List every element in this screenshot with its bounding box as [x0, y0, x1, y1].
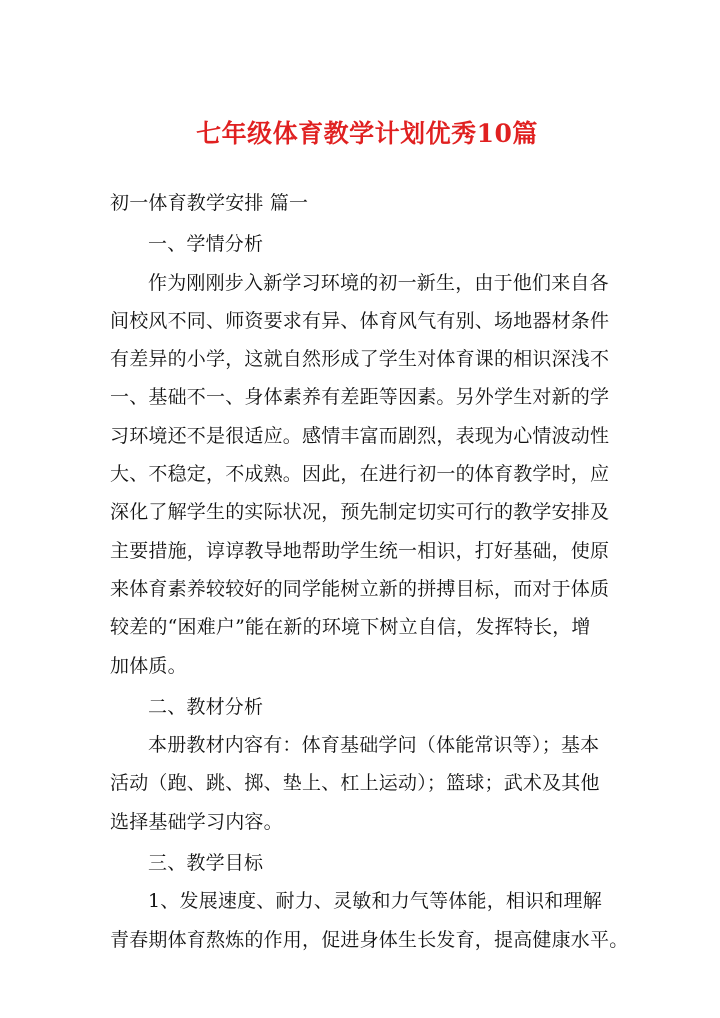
document-subtitle: 初一体育教学安排 篇一	[110, 192, 309, 214]
paragraph-line: 较差的“困难户”能在新的环境下树立自信，发挥特长，增	[110, 616, 591, 639]
section-heading: 二、教材分析	[148, 695, 264, 718]
paragraph-line: 本册教材内容有：体育基础学问（体能常识等）；基本	[148, 734, 600, 757]
paragraph-line: 1、发展速度、耐力、灵敏和力气等体能，相识和理解	[148, 890, 602, 913]
paragraph-line: 来体育素养较较好的同学能树立新的拼搏目标，而对于体质	[110, 577, 610, 600]
section-heading: 三、教学目标	[148, 852, 264, 875]
section-learning-analysis	[110, 225, 624, 685]
section-teaching-goals	[110, 844, 629, 959]
paragraph-line: 作为刚刚步入新学习环境的初一新生，由于他们来自各	[148, 271, 609, 294]
paragraph-line: 间校风不同、师资要求有异、体育风气有别、场地器材条件	[110, 309, 610, 332]
paragraph-line: 有差异的小学，这就自然形成了学生对体育课的相识深浅不	[110, 348, 610, 371]
section-heading: 一、学情分析	[148, 233, 264, 256]
paragraph-line: 选择基础学习内容。	[110, 810, 283, 833]
paragraph-line: 大、不稳定，不成熟。因此，在进行初一的体育教学时，应	[110, 463, 610, 486]
section-material-analysis	[110, 688, 624, 841]
paragraph-line: 习环境还不是很适应。感情丰富而剧烈，表现为心情波动性	[110, 424, 610, 447]
paragraph-line: 深化了解学生的实际状况，预先制定切实可行的教学安排及	[110, 501, 610, 524]
paragraph-line: 活动（跑、跳、掷、垫上、杠上运动）；篮球；武术及其他	[110, 772, 600, 795]
paragraph-line: 青春期体育熬炼的作用，促进身体生长发育，提高健康水平。	[110, 928, 629, 951]
paragraph-line: 主要措施，谆谆教导地帮助学生统一相识，打好基础，使原	[110, 539, 610, 562]
document-title: 七年级体育教学计划优秀10篇	[196, 119, 538, 148]
paragraph-line: 加体质。	[110, 654, 187, 677]
paragraph-line: 一、基础不一、身体素养有差距等因素。另外学生对新的学	[110, 386, 610, 409]
